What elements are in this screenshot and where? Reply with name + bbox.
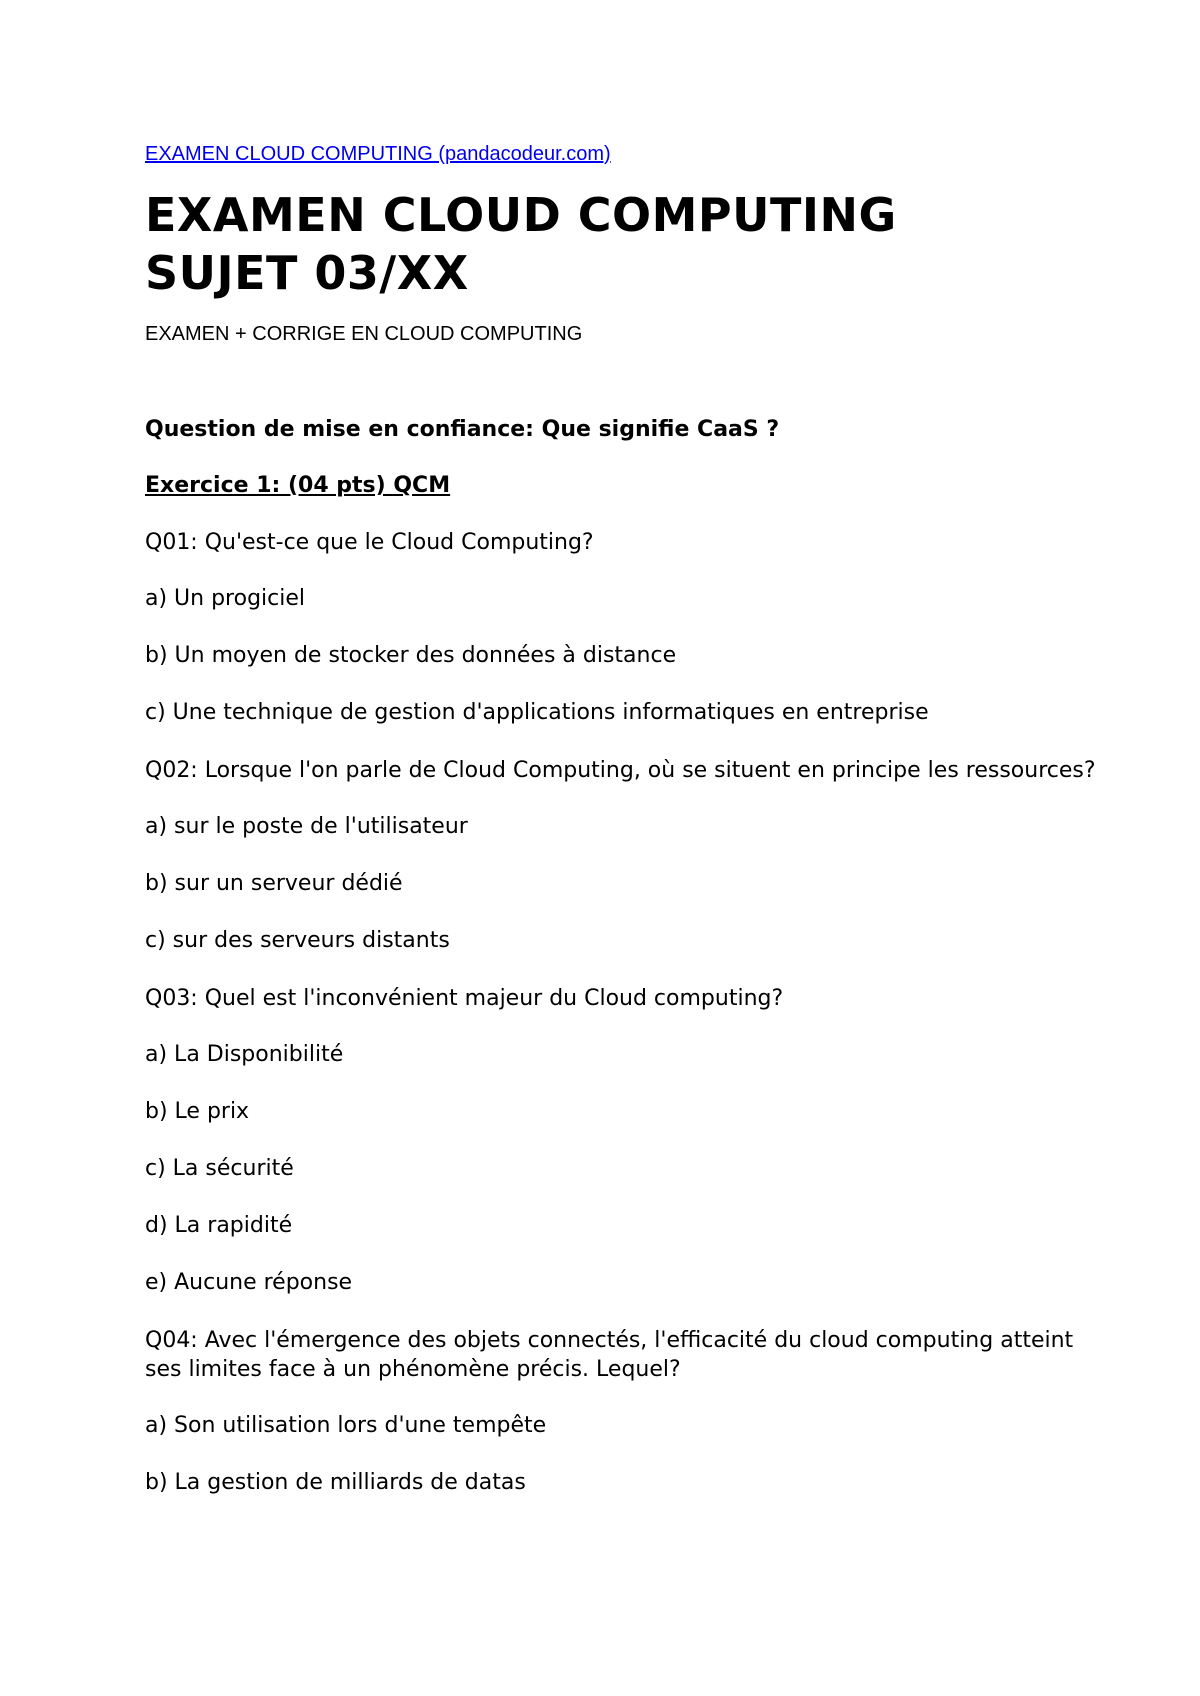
question-q02: Q02: Lorsque l'on parle de Cloud Computing, où se situent en principe les ressources? bbox=[145, 758, 1096, 783]
intro-question: Question de mise en confiance: Que signifie CaaS ? bbox=[145, 417, 780, 442]
document-page bbox=[145, 142, 1105, 1526]
question-q04: Q04: Avec l'émergence des objets connectés, l'efficacité du cloud computing atteint ses limites face à un phénomène précis. Lequel? bbox=[145, 1328, 1074, 1382]
option-q03-e: e) Aucune réponse bbox=[145, 1270, 353, 1295]
title-line-2: SUJET 03/XX bbox=[145, 246, 469, 300]
option-q03-a: a) La Disponibilité bbox=[145, 1042, 344, 1067]
option-q01-c: c) Une technique de gestion d'applications informatiques en entreprise bbox=[145, 700, 929, 725]
option-q04-a: a) Son utilisation lors d'une tempête bbox=[145, 1413, 547, 1438]
page-title bbox=[145, 186, 1105, 302]
option-q03-b: b) Le prix bbox=[145, 1099, 250, 1124]
option-q02-a: a) sur le poste de l'utilisateur bbox=[145, 814, 468, 839]
option-q01-a: a) Un progiciel bbox=[145, 586, 306, 611]
option-q02-b: b) sur un serveur dédié bbox=[145, 871, 403, 896]
question-q03: Q03: Quel est l'inconvénient majeur du Cloud computing? bbox=[145, 986, 784, 1011]
option-q03-c: c) La sécurité bbox=[145, 1156, 294, 1181]
source-link[interactable]: EXAMEN CLOUD COMPUTING (pandacodeur.com) bbox=[145, 143, 611, 165]
option-q04-b: b) La gestion de milliards de datas bbox=[145, 1470, 526, 1495]
page-subtitle: EXAMEN + CORRIGE EN CLOUD COMPUTING bbox=[145, 323, 583, 345]
option-q02-c: c) sur des serveurs distants bbox=[145, 928, 450, 953]
option-q01-b: b) Un moyen de stocker des données à distance bbox=[145, 643, 677, 668]
question-q01: Q01: Qu'est-ce que le Cloud Computing? bbox=[145, 530, 594, 555]
exercise-title: Exercice 1: (04 pts) QCM bbox=[145, 473, 451, 498]
title-line-1: EXAMEN CLOUD COMPUTING bbox=[145, 188, 897, 242]
option-q03-d: d) La rapidité bbox=[145, 1213, 293, 1238]
